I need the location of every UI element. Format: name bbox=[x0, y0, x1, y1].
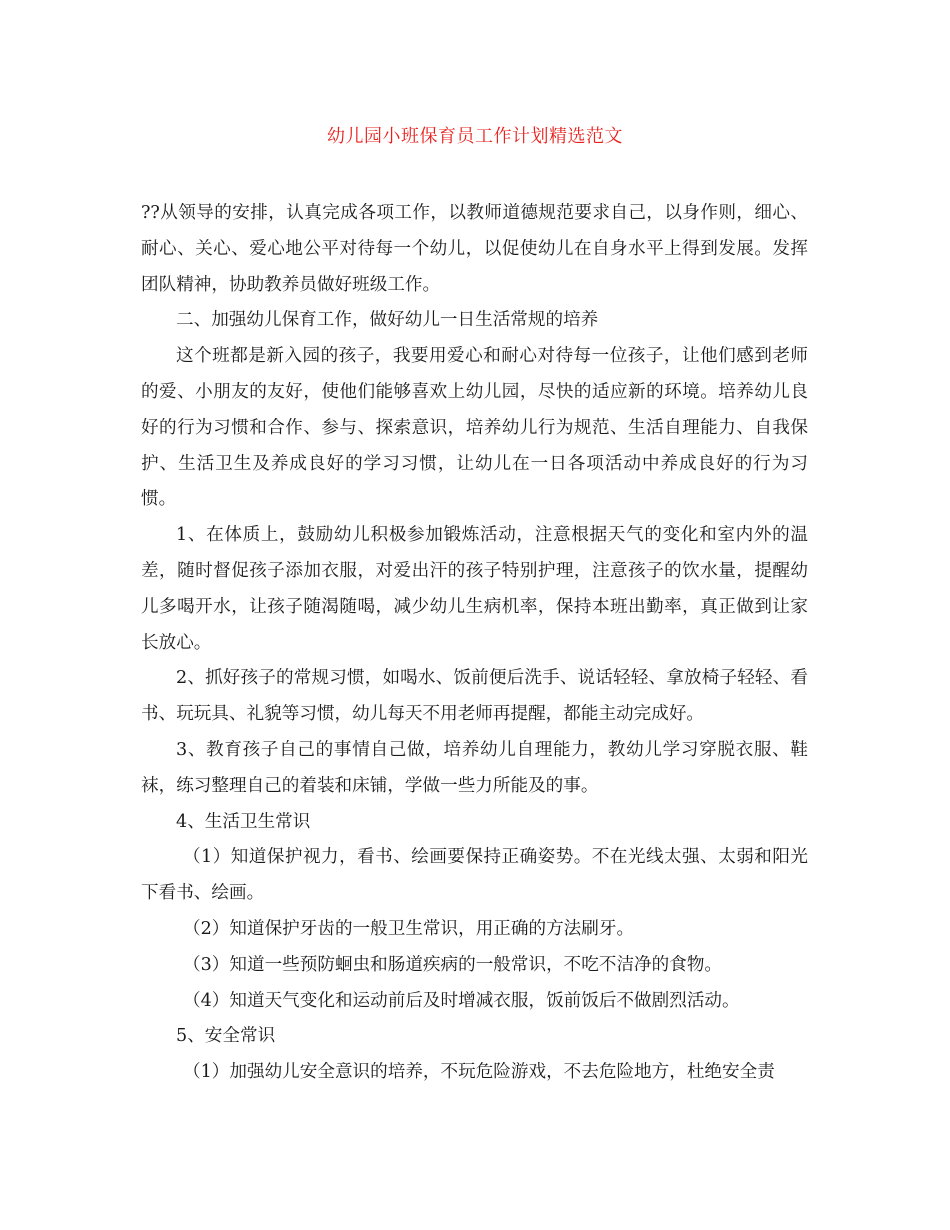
sub-item-4-3: （3）知道一些预防蛔虫和肠道疾病的一般常识，不吃不洁净的食物。 bbox=[183, 954, 723, 975]
paragraph-intro: ??从领导的安排，认真完成各项工作，以教师道德规范要求自己，以身作则，细心、耐心、关心、爱心地公平对待每一个幼儿，以促使幼儿在自身水平上得到发展。发挥团队精神，协助教养员做好班级工作。 bbox=[141, 203, 808, 295]
list-item-1-physique: 1、在体质上，鼓励幼儿积极参加锻炼活动，注意根据天气的变化和室内外的温差，随时督促孩子添加衣服，对爱出汗的孩子特别护理，注意孩子的饮水量，提醒幼儿多喝开水，让孩子随渴随喝，减少幼儿生病机率，保持本班出勤率，真正做到让家长放心。 bbox=[141, 525, 808, 653]
document-title: 幼儿园小班保育员工作计划精选范文 bbox=[327, 126, 623, 147]
sub-item-4-1: （1）知道保护视力，看书、绘画要保持正确姿势。不在光线太强、太弱和阳光下看书、绘画。 bbox=[141, 847, 808, 904]
document-body bbox=[141, 196, 808, 1091]
list-item-2-habits: 2、抓好孩子的常规习惯，如喝水、饭前便后洗手、说话轻轻、拿放椅子轻轻、看书、玩玩具、礼貌等习惯，幼儿每天不用老师再提醒，都能主动完成好。 bbox=[141, 668, 808, 725]
sub-item-4-4: （4）知道天气变化和运动前后及时增减衣服，饭前饭后不做剧烈活动。 bbox=[183, 990, 740, 1011]
sub-item-5-1: （1）加强幼儿安全意识的培养，不玩危险游戏，不去危险地方，杜绝安全责 bbox=[183, 1062, 775, 1083]
sub-item-4-2: （2）知道保护牙齿的一般卫生常识，用正确的方法刷牙。 bbox=[183, 918, 635, 939]
list-item-3-self-care: 3、教育孩子自己的事情自己做，培养幼儿自理能力，教幼儿学习穿脱衣服、鞋袜，练习整理自己的着装和床铺，学做一些力所能及的事。 bbox=[141, 739, 808, 796]
list-item-4-hygiene-heading: 4、生活卫生常识 bbox=[176, 811, 311, 832]
list-item-5-safety-heading: 5、安全常识 bbox=[176, 1026, 276, 1047]
paragraph-new-class: 这个班都是新入园的孩子，我要用爱心和耐心对待每一位孩子，让他们感到老师的爱、小朋友的友好，使他们能够喜欢上幼儿园，尽快的适应新的环境。培养幼儿良好的行为习惯和合作、参与、探索意识，培养幼儿行为规范、生活自理能力、自我保护、生活卫生及养成良好的学习习惯，让幼儿在一日各项活动中养成良好的行为习惯。 bbox=[141, 346, 808, 510]
section-heading-2: 二、加强幼儿保育工作，做好幼儿一日生活常规的培养 bbox=[176, 310, 599, 331]
